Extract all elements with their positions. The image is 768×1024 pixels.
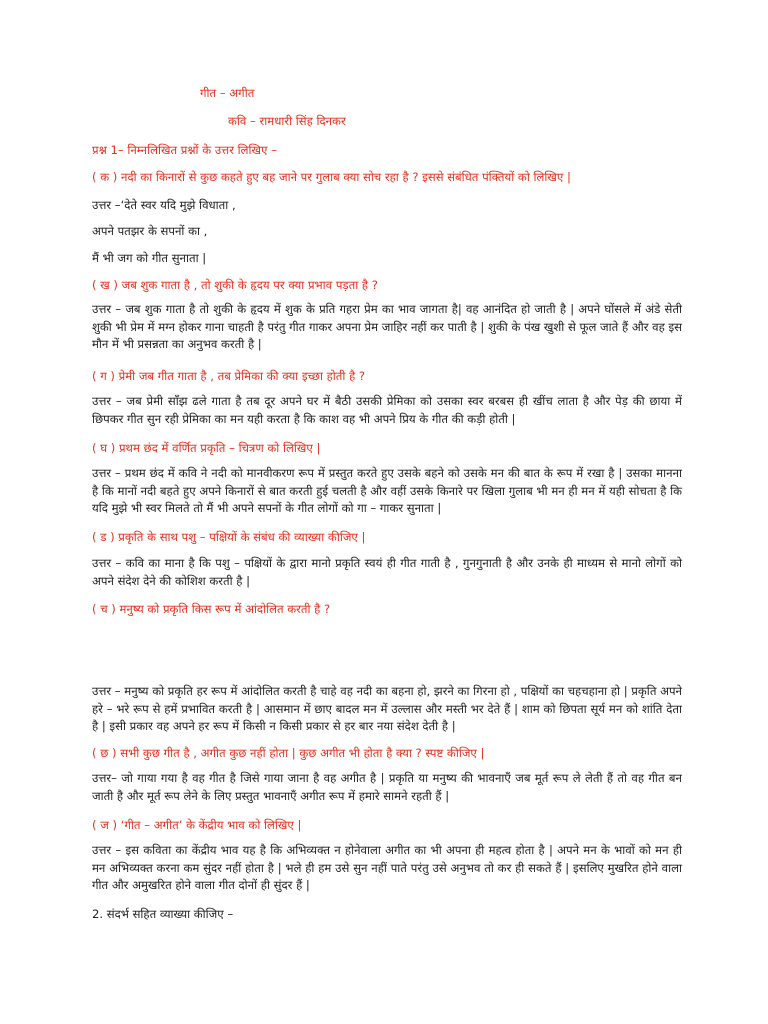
answer-gha: उत्तर – प्रथम छंद में कवि ने नदी को मानवीकरण रूप में प्रस्तुत करते हुए उसके बहने को उसके मन की बात के रूप में रखा है | उसका मानना है कि मानों नदी बहते हुए अपने किनारों से बात करती हुई चलती है और वहीं उसके किनारे पर खिला गुलाब भी मन ही मन में यही सोचता है कि यदि मुझे भी स्वर मिलते तो मैं भी अपने सपनों के गीत लोगों को गा – गाकर सुनाता | bbox=[92, 466, 682, 515]
answer-ja: उत्तर – इस कविता का केंद्रीय भाव यह है कि अभिव्यक्त न होनेवाला अगीत का भी अपना ही महत्व होता है | अपने मन के भावों को मन ही मन अभिव्यक्त करना कम सुंदर नहीं होता है | भले ही हम उसे सुन नहीं पाते परंतु उसे अनुभव तो कर ही सकते हैं | इसलिए मुखरित होने वाला गीत और अमुखरित होने वाला गीत दोनों ही सुंदर हैं | bbox=[92, 843, 682, 892]
question-cha: ( च ) मनुष्य को प्रकृति किस रूप में आंदोलित करती है ? bbox=[92, 602, 331, 616]
question-gha: ( घ ) प्रथम छंद में वर्णित प्रकृति – चित्रण को लिखिए | bbox=[92, 441, 321, 455]
question-chha: ( छ ) सभी कुछ गीत है , अगीत कुछ नहीं होता | कुछ अगीत भी होता है क्या ? स्पष्ट कीजिए | bbox=[92, 746, 485, 760]
poem-title: गीत – अगीत bbox=[200, 86, 255, 100]
answer-kha: उत्तर – जब शुक गाता है तो शुकी के हृदय में शुक के प्रति गहरा प्रेम का भाव जागता है| वह आनंदित हो जाती है | अपने घोंसले में अंडे सेती शुकी भी प्रेम में मग्न होकर गाना चाहती है परंतु गीत गाकर अपना प्रेम जाहिर नहीं कर पाती है | शुकी के पंख खुशी से फूल जाते हैं और वह इस मौन में भी प्रसन्नता का अनुभव करती है | bbox=[92, 302, 682, 351]
question-ja: ( ज ) ‘गीत – अगीत’ के केंद्रीय भाव को लिखिए | bbox=[92, 818, 302, 832]
instruction-heading: प्रश्न 1– निम्नलिखित प्रश्नों के उत्तर लिखिए – bbox=[92, 143, 277, 157]
answer-chha: उत्तर– जो गाया गया है वह गीत है जिसे गाया जाना है वह अगीत है | प्रकृति या मनुष्य की भावनाएँ जब मूर्त रूप ले लेती हैं तो वह गीत बन जाती है और मूर्त रूप लेने के लिए प्रस्तुत भावनाएँ अगीत रूप में हमारे सामने रहती हैं | bbox=[92, 771, 682, 803]
section-2-heading: 2. संदर्भ सहित व्याख्या कीजिए – bbox=[92, 907, 234, 921]
question-da: ( ड ) प्रकृति के साथ पशु – पक्षियों के संबंध की व्याख्या कीजिए | bbox=[92, 530, 366, 544]
answer-ka-line-2: अपने पतझर के सपनों का , bbox=[92, 224, 208, 238]
answer-ga: उत्तर – जब प्रेमी साँझ ढले गाता है तब दूर अपने घर में बैठी उसकी प्रेमिका को उसका स्वर बरबस ही खींच लाता है और पेड़ की छाया में छिपकर गीत सुन रही प्रेमिका का मन यही करता है कि काश वह भी अपने प्रिय के गीत की कड़ी होती | bbox=[92, 394, 682, 426]
answer-ka-line-1: उत्तर –‘देते स्वर यदि मुझे विधाता , bbox=[92, 198, 236, 212]
question-ka: ( क ) नदी का किनारों से कुछ कहते हुए बह जाने पर गुलाब क्या सोच रहा है ? इससे संबंधित पंक्तियों को लिखिए | bbox=[92, 170, 571, 184]
answer-ka-line-3: मैं भी जग को गीत सुनाता | bbox=[92, 251, 207, 265]
answer-cha: उत्तर – मनुष्य को प्रकृति हर रूप में आंदोलित करती है चाहे वह नदी का बहना हो, झरने का गिरना हो , पक्षियों का चहचहाना हो | प्रकृति अपने हरे – भरे रूप से हमें प्रभावित करती है | आसमान में छाए बादल मन में उल्लास और मस्ती भर देते हैं | शाम को छिपता सूर्य मन को शांति देता है | इसी प्रकार वह अपने हर रूप में किसी न किसी प्रकार से हर बार नया संदेश देती है | bbox=[92, 684, 682, 733]
answer-da: उत्तर – कवि का माना है कि पशु – पक्षियों के द्वारा मानो प्रकृति स्वयं ही गीत गाती है , गुनगुनाती है और उनके ही माध्यम से मानो लोगों को अपने संदेश देने की कोशिश करती है | bbox=[92, 556, 682, 588]
question-kha: ( ख ) जब शुक गाता है , तो शुकी के हृदय पर क्या प्रभाव पड़ता है ? bbox=[92, 278, 378, 292]
poet-name: कवि – रामधारी सिंह दिनकर bbox=[228, 114, 346, 128]
question-ga: ( ग ) प्रेमी जब गीत गाता है , तब प्रेमिका की क्या इच्छा होती है ? bbox=[92, 369, 366, 383]
